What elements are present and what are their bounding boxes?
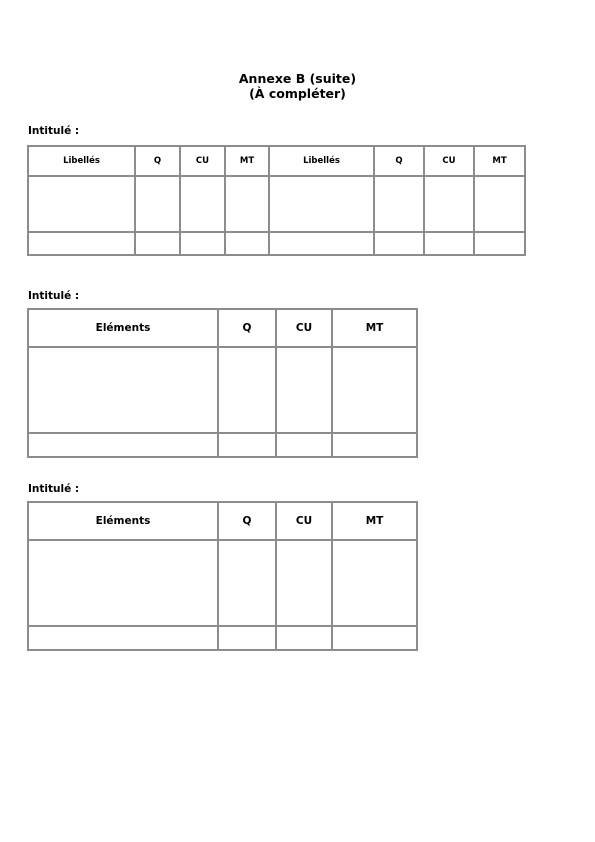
table-cell[interactable] [276,433,332,457]
column-header-cu: CU [276,309,332,347]
table-cell[interactable] [28,176,135,232]
table-cell[interactable] [474,176,525,232]
table-cell[interactable] [28,232,135,255]
table-row-total [28,433,417,457]
title-line-2: (À compléter) [249,86,346,101]
column-header-elements: Eléments [28,309,218,347]
table-row [28,176,525,232]
column-header-q: Q [218,502,276,540]
table-cell[interactable] [374,232,424,255]
table-cell[interactable] [474,232,525,255]
column-header-cu: CU [180,146,225,176]
table-row-total [28,626,417,650]
table-cell[interactable] [276,347,332,433]
table-cell[interactable] [28,347,218,433]
table-cell[interactable] [332,347,417,433]
table-cell[interactable] [332,433,417,457]
table-cell[interactable] [180,176,225,232]
column-header-q: Q [218,309,276,347]
column-header-mt: MT [332,309,417,347]
table-cell[interactable] [424,232,474,255]
table-cell[interactable] [28,540,218,626]
table-row [28,540,417,626]
table-cell[interactable] [28,626,218,650]
table-1 [27,145,526,256]
table-cell[interactable] [332,626,417,650]
column-header-libelles: Libellés [28,146,135,176]
table-cell[interactable] [28,433,218,457]
section-1-label: Intitulé : [28,125,80,137]
column-header-mt: MT [225,146,269,176]
table-row [28,347,417,433]
table-cell[interactable] [332,540,417,626]
table-cell[interactable] [218,433,276,457]
column-header-cu-2: CU [424,146,474,176]
table-cell[interactable] [135,176,180,232]
table-cell[interactable] [218,626,276,650]
table-cell[interactable] [218,347,276,433]
table-row-total [28,232,525,255]
section-2-label: Intitulé : [28,290,80,302]
table-cell[interactable] [135,232,180,255]
table-1-header-row [28,146,525,176]
table-3-header-row [28,502,417,540]
table-cell[interactable] [424,176,474,232]
page-title [0,71,595,101]
column-header-mt: MT [332,502,417,540]
column-header-elements: Eléments [28,502,218,540]
table-cell[interactable] [218,540,276,626]
column-header-q: Q [135,146,180,176]
table-2 [27,308,418,458]
column-header-cu: CU [276,502,332,540]
table-cell[interactable] [374,176,424,232]
table-cell[interactable] [225,176,269,232]
table-cell[interactable] [276,626,332,650]
table-cell[interactable] [269,232,374,255]
table-cell[interactable] [276,540,332,626]
title-line-1: Annexe B (suite) [238,71,357,86]
section-3-label: Intitulé : [28,483,80,495]
column-header-libelles-2: Libellés [269,146,374,176]
table-cell[interactable] [225,232,269,255]
table-cell[interactable] [269,176,374,232]
table-3 [27,501,418,651]
table-2-header-row [28,309,417,347]
column-header-mt-2: MT [474,146,525,176]
table-cell[interactable] [180,232,225,255]
column-header-q-2: Q [374,146,424,176]
